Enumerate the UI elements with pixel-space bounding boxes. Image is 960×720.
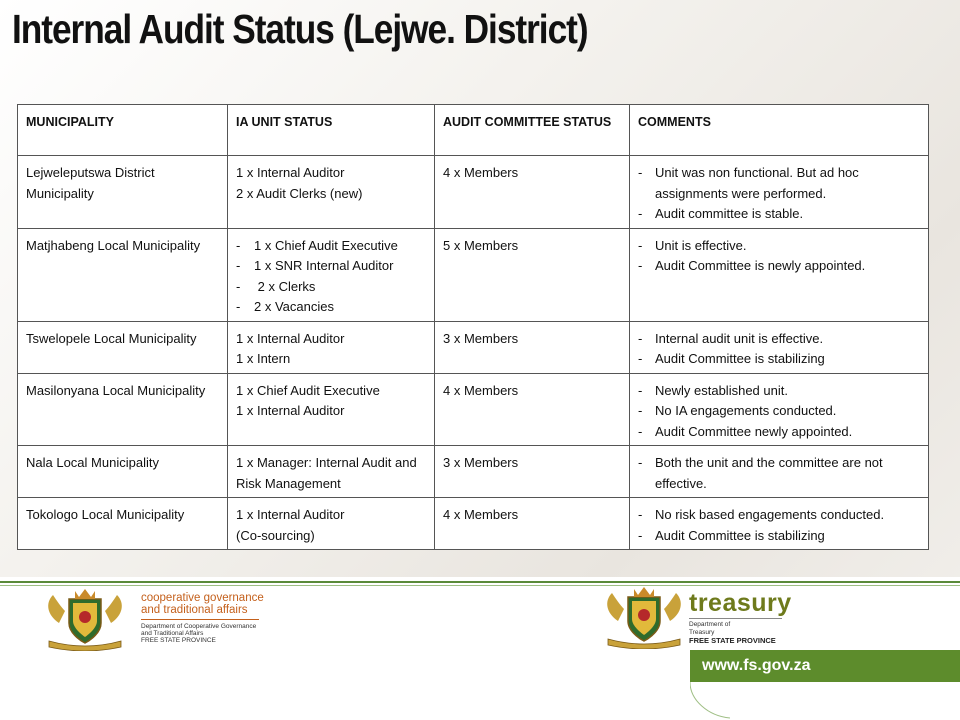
free-state-coat-of-arms-icon [39, 585, 131, 651]
comment-item: - Newly established unit. [638, 381, 920, 402]
ia-status-line: 1 x Manager: Internal Audit and Risk Management [236, 455, 417, 491]
ia-status-line: 1 x Internal Auditor [236, 507, 345, 522]
comment-item: - No IA engagements conducted. [638, 401, 920, 422]
comment-item: - Audit Committee is newly appointed. [638, 256, 920, 277]
footer-divider-thin [0, 585, 960, 586]
cell-ia-unit-status [228, 321, 435, 373]
cell-municipality: Lejweleputswa District Municipality [18, 156, 228, 229]
treasury-logo-text [689, 590, 792, 645]
ia-status-line: 1 x Chief Audit Executive [236, 382, 380, 398]
cell-municipality: Tokologo Local Municipality [18, 498, 228, 550]
comment-item: - Unit was non functional. But ad hoc assignments were performed. [638, 163, 920, 204]
treasury-word: treasury [689, 589, 792, 617]
table-row [18, 446, 929, 498]
cell-ia-unit-status [228, 498, 435, 550]
cell-comments [630, 446, 929, 498]
free-state-coat-of-arms-icon [598, 583, 690, 649]
comment-item: - Internal audit unit is effective. [638, 329, 920, 350]
ia-status-line: 1 x Internal Auditor [236, 403, 345, 418]
treasury-sub1: Department of [689, 621, 731, 628]
ia-status-item: - 2 x Clerks [236, 277, 426, 298]
table-row [18, 321, 929, 373]
comment-item: - Audit Committee is stabilizing [638, 349, 920, 370]
ia-status-line: 1 x Intern [236, 351, 291, 366]
header-municipality: MUNICIPALITY [18, 105, 228, 156]
comment-item: - Both the unit and the committee are not effective. [638, 453, 920, 494]
table-row [18, 373, 929, 446]
comment-item: - Unit is effective. [638, 236, 920, 257]
treasury-sub2: Treasury [689, 628, 715, 636]
slide-title: Internal Audit Status (Lejwe. District) [12, 6, 588, 52]
treasury-province: FREE STATE PROVINCE [689, 636, 776, 645]
cell-municipality: Nala Local Municipality [18, 446, 228, 498]
cogta-sub1: Department of Cooperative Governance [141, 623, 257, 630]
cell-comments [630, 156, 929, 229]
ia-status-line: 1 x Internal Auditor [236, 165, 345, 180]
table-header-row [18, 105, 929, 156]
cell-comments [630, 228, 929, 321]
ia-status-line: 2 x Audit Clerks (new) [236, 185, 363, 201]
table-row [18, 498, 929, 550]
treasury-rule [689, 618, 782, 619]
header-audit-committee-status: AUDIT COMMITTEE STATUS [435, 105, 630, 156]
comment-item: - Audit Committee is stabilizing [638, 526, 920, 547]
website-url: www.fs.gov.za [702, 657, 811, 674]
cell-audit-committee-status: 5 x Members [435, 228, 630, 321]
ia-status-line: (Co-sourcing) [236, 527, 315, 543]
cogta-sub2: and Traditional Affairs [141, 630, 204, 637]
cell-comments [630, 321, 929, 373]
table-row [18, 228, 929, 321]
cell-municipality: Masilonyana Local Municipality [18, 373, 228, 446]
cell-ia-unit-status [228, 446, 435, 498]
cell-audit-committee-status: 3 x Members [435, 321, 630, 373]
cell-ia-unit-status [228, 228, 435, 321]
ia-status-item: - 2 x Vacancies [236, 297, 426, 318]
cell-ia-unit-status [228, 156, 435, 229]
ia-status-item: - 1 x Chief Audit Executive [236, 236, 426, 257]
cell-comments [630, 498, 929, 550]
cogta-logo-text [141, 592, 264, 644]
comment-item: - No risk based engagements conducted. [638, 505, 920, 526]
cell-audit-committee-status: 4 x Members [435, 156, 630, 229]
cogta-line1: cooperative governance [141, 592, 264, 604]
header-comments: COMMENTS [630, 105, 929, 156]
cogta-line2: and traditional affairs [141, 604, 248, 616]
cell-municipality: Matjhabeng Local Municipality [18, 228, 228, 321]
ia-status-item: - 1 x SNR Internal Auditor [236, 256, 426, 277]
cogta-rule [141, 619, 259, 620]
audit-status-table [17, 104, 929, 550]
footer-divider [0, 581, 960, 583]
table-row [18, 156, 929, 229]
cell-audit-committee-status: 4 x Members [435, 373, 630, 446]
comment-item: - Audit committee is stable. [638, 204, 920, 225]
cogta-sub3: FREE STATE PROVINCE [141, 637, 216, 644]
header-ia-unit-status: IA UNIT STATUS [228, 105, 435, 156]
cell-audit-committee-status: 4 x Members [435, 498, 630, 550]
cell-municipality: Tswelopele Local Municipality [18, 321, 228, 373]
cell-ia-unit-status [228, 373, 435, 446]
footer-corner-shape [690, 682, 960, 720]
ia-status-line: 1 x Internal Auditor [236, 330, 345, 346]
comment-item: - Audit Committee newly appointed. [638, 422, 920, 443]
cell-comments [630, 373, 929, 446]
website-url-bar [690, 650, 960, 682]
cell-audit-committee-status: 3 x Members [435, 446, 630, 498]
